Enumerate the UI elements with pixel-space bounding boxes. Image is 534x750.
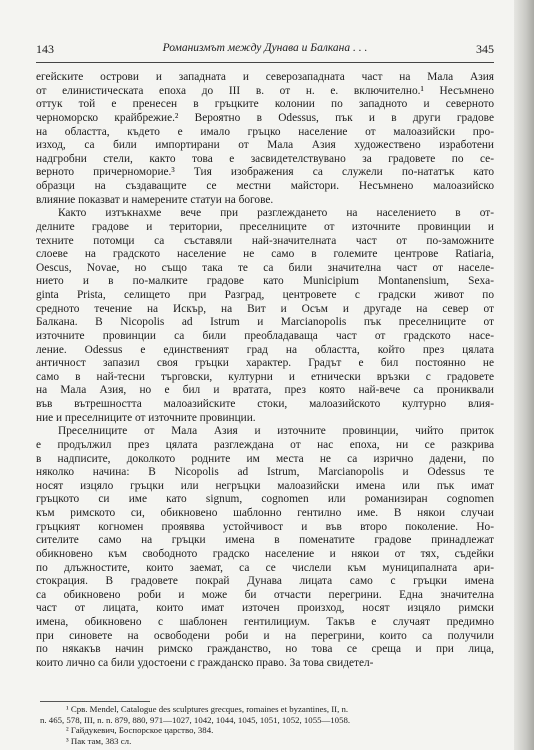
text-line: във вътрешността малоазийските стоки, малоазийското културно влия- <box>36 398 494 410</box>
text-line: към римското си, обикновено шаблонно гентилно име. В някои случаи <box>36 507 494 519</box>
text-line: делните градове и територии, преселниците от източните провинции и <box>36 220 494 233</box>
text-line: Преселниците от Мала Азия и източните провинции, чийто приток <box>58 425 494 438</box>
text-line: влияние показват и намерените статуи на богове. <box>36 193 274 206</box>
footnote-line: n. 465, 578, III, n. n. 879, 880, 971—1027, 1042, 1044, 1045, 1051, 1052, 1055—1058. <box>40 714 351 725</box>
paragraph <box>36 425 494 670</box>
text-line: Както изтъкнахме вече при разглеждането на населението в от- <box>58 207 494 220</box>
text-line: гръцкото си име като signum, cognomen или романизиран cognomen <box>36 493 494 506</box>
text-line: оттук той е пренесен в гръцките колонии по западното и северното <box>36 98 494 111</box>
page-number-right: 345 <box>476 42 494 56</box>
footnotes <box>40 704 490 746</box>
text-line: Балкана. В Nicopolis ad Istrum и Marcianopolis пък преселниците от <box>36 316 494 329</box>
running-title: Романизмът между Дунава и Балкана . . . <box>162 42 368 54</box>
header-rule <box>36 62 494 63</box>
text-line: нието и в по-малките градове като Municipium Montanensium, Sexa- <box>36 275 494 288</box>
footnote-line: ² Гайдукевич, Боспорское царство, 384. <box>66 725 214 735</box>
text-line: слоеве на градското население не само в големите центрове Ratiaria, <box>36 248 494 261</box>
text-line: само в най-тесни търговски, културни и етнически връзки с градовете <box>36 370 494 383</box>
text-line: ginta Prista, селището при Разград, центровете с градски живот по <box>36 289 494 301</box>
page-number-left: 143 <box>36 42 54 56</box>
text-line: гръцкият когномен проявява устойчивост и във второ поколение. Но- <box>36 520 494 533</box>
text-line: черноморско крайбрежие.² Вероятно в Odessus, пък и в други градове <box>36 111 494 124</box>
text-line: имена, обикновено с шаблонен гентилициум. Такъв е случаят предимно <box>36 616 494 628</box>
text-line: са обикновено роби и може би отчасти перегрини. Една значителна <box>36 588 494 601</box>
text-line: античност запазил своя гръцки характер. Градът е бил постоянно не <box>36 357 494 370</box>
text-line: няколко начина: В Nicopolis ad Istrum, Marcianopolis и Odessus те <box>36 466 494 479</box>
text-line: източните провинции са били преобладаваща част от градското насе- <box>36 329 494 342</box>
text-line: надгробни стели, както това е засвидетелствувано за градовете по се- <box>36 152 494 165</box>
body-text <box>36 71 494 671</box>
text-line: средното течение на Искър, на Вит и Осъм и другаде на север от <box>36 302 494 315</box>
text-line: ление. Odessus е единственият град на областта, който през цялата <box>36 343 494 356</box>
text-line: стокрация. В градовете покрай Дунава лицата само с гръцки имена <box>36 575 494 588</box>
footnote-line: ¹ Срв. Mendel, Catalogue des sculptures grecques, romaines et byzantines, II, n. <box>66 704 349 714</box>
text-line: които лично са били удостоени с гражданско право. За това свидетел- <box>36 656 374 669</box>
footnote-line: ³ Пак там, 383 сл. <box>66 735 132 746</box>
text-line: изход, са били импортирани от Мала Азия художествено изработени <box>36 139 494 152</box>
text-line: по някакъв начин римско гражданство, но това се среща и при лица, <box>36 643 494 656</box>
text-line: техните потомци са съставяли най-значителната част от по-заможните <box>36 234 494 247</box>
running-header <box>36 42 494 58</box>
text-line: по длъжностите, които заемат, са се числели към муниципалната ари- <box>36 561 494 574</box>
text-line: верното причерноморие.³ Тия изображения са служели по-нататък като <box>36 166 494 179</box>
text-line: образци на създаващите се местни майстори. Несъмнено малоазийско <box>36 180 494 192</box>
text-line: Oescus, Novae, но също така те са били значителна част от населе- <box>36 261 494 274</box>
paragraph <box>36 207 494 425</box>
text-line: обикновено към свободното градско население и някои от тях, съдейки <box>36 547 494 560</box>
text-line: от елинистическата епоха до III в. от н. е. включително.¹ Несъмнено <box>36 84 494 97</box>
footnote-rule <box>40 701 150 702</box>
text-line: при синовете на освободени роби и на перегрини, които са получили <box>36 629 494 642</box>
text-line: на Мала Азия, но е бил и вратата, през която най-вече са прониквали <box>36 384 494 397</box>
paragraph <box>36 71 494 207</box>
text-line: в надписите, доколкото родните им места не са изрично дадени, по <box>36 452 494 465</box>
text-line: сителите само на гръцки имена в поменатите градове принадлежат <box>36 534 494 547</box>
text-line: част от лицата, които имат източен произход, носят изцяло римски <box>36 602 494 615</box>
text-line: ние и преселниците от източните провинции. <box>36 411 256 424</box>
text-line: на областта, където е имало гръцко население от малоазийски про- <box>36 125 494 138</box>
text-line: егейските острови и западната и северозападната част на Мала Азия <box>36 71 494 83</box>
page-spine-shadow <box>514 0 534 750</box>
text-line: е продължил през цялата разглеждана от нас епоха, ни се разкрива <box>36 438 494 451</box>
text-line: носят изцяло гръцки или негръцки малоазийски имена или пък имат <box>36 479 494 492</box>
